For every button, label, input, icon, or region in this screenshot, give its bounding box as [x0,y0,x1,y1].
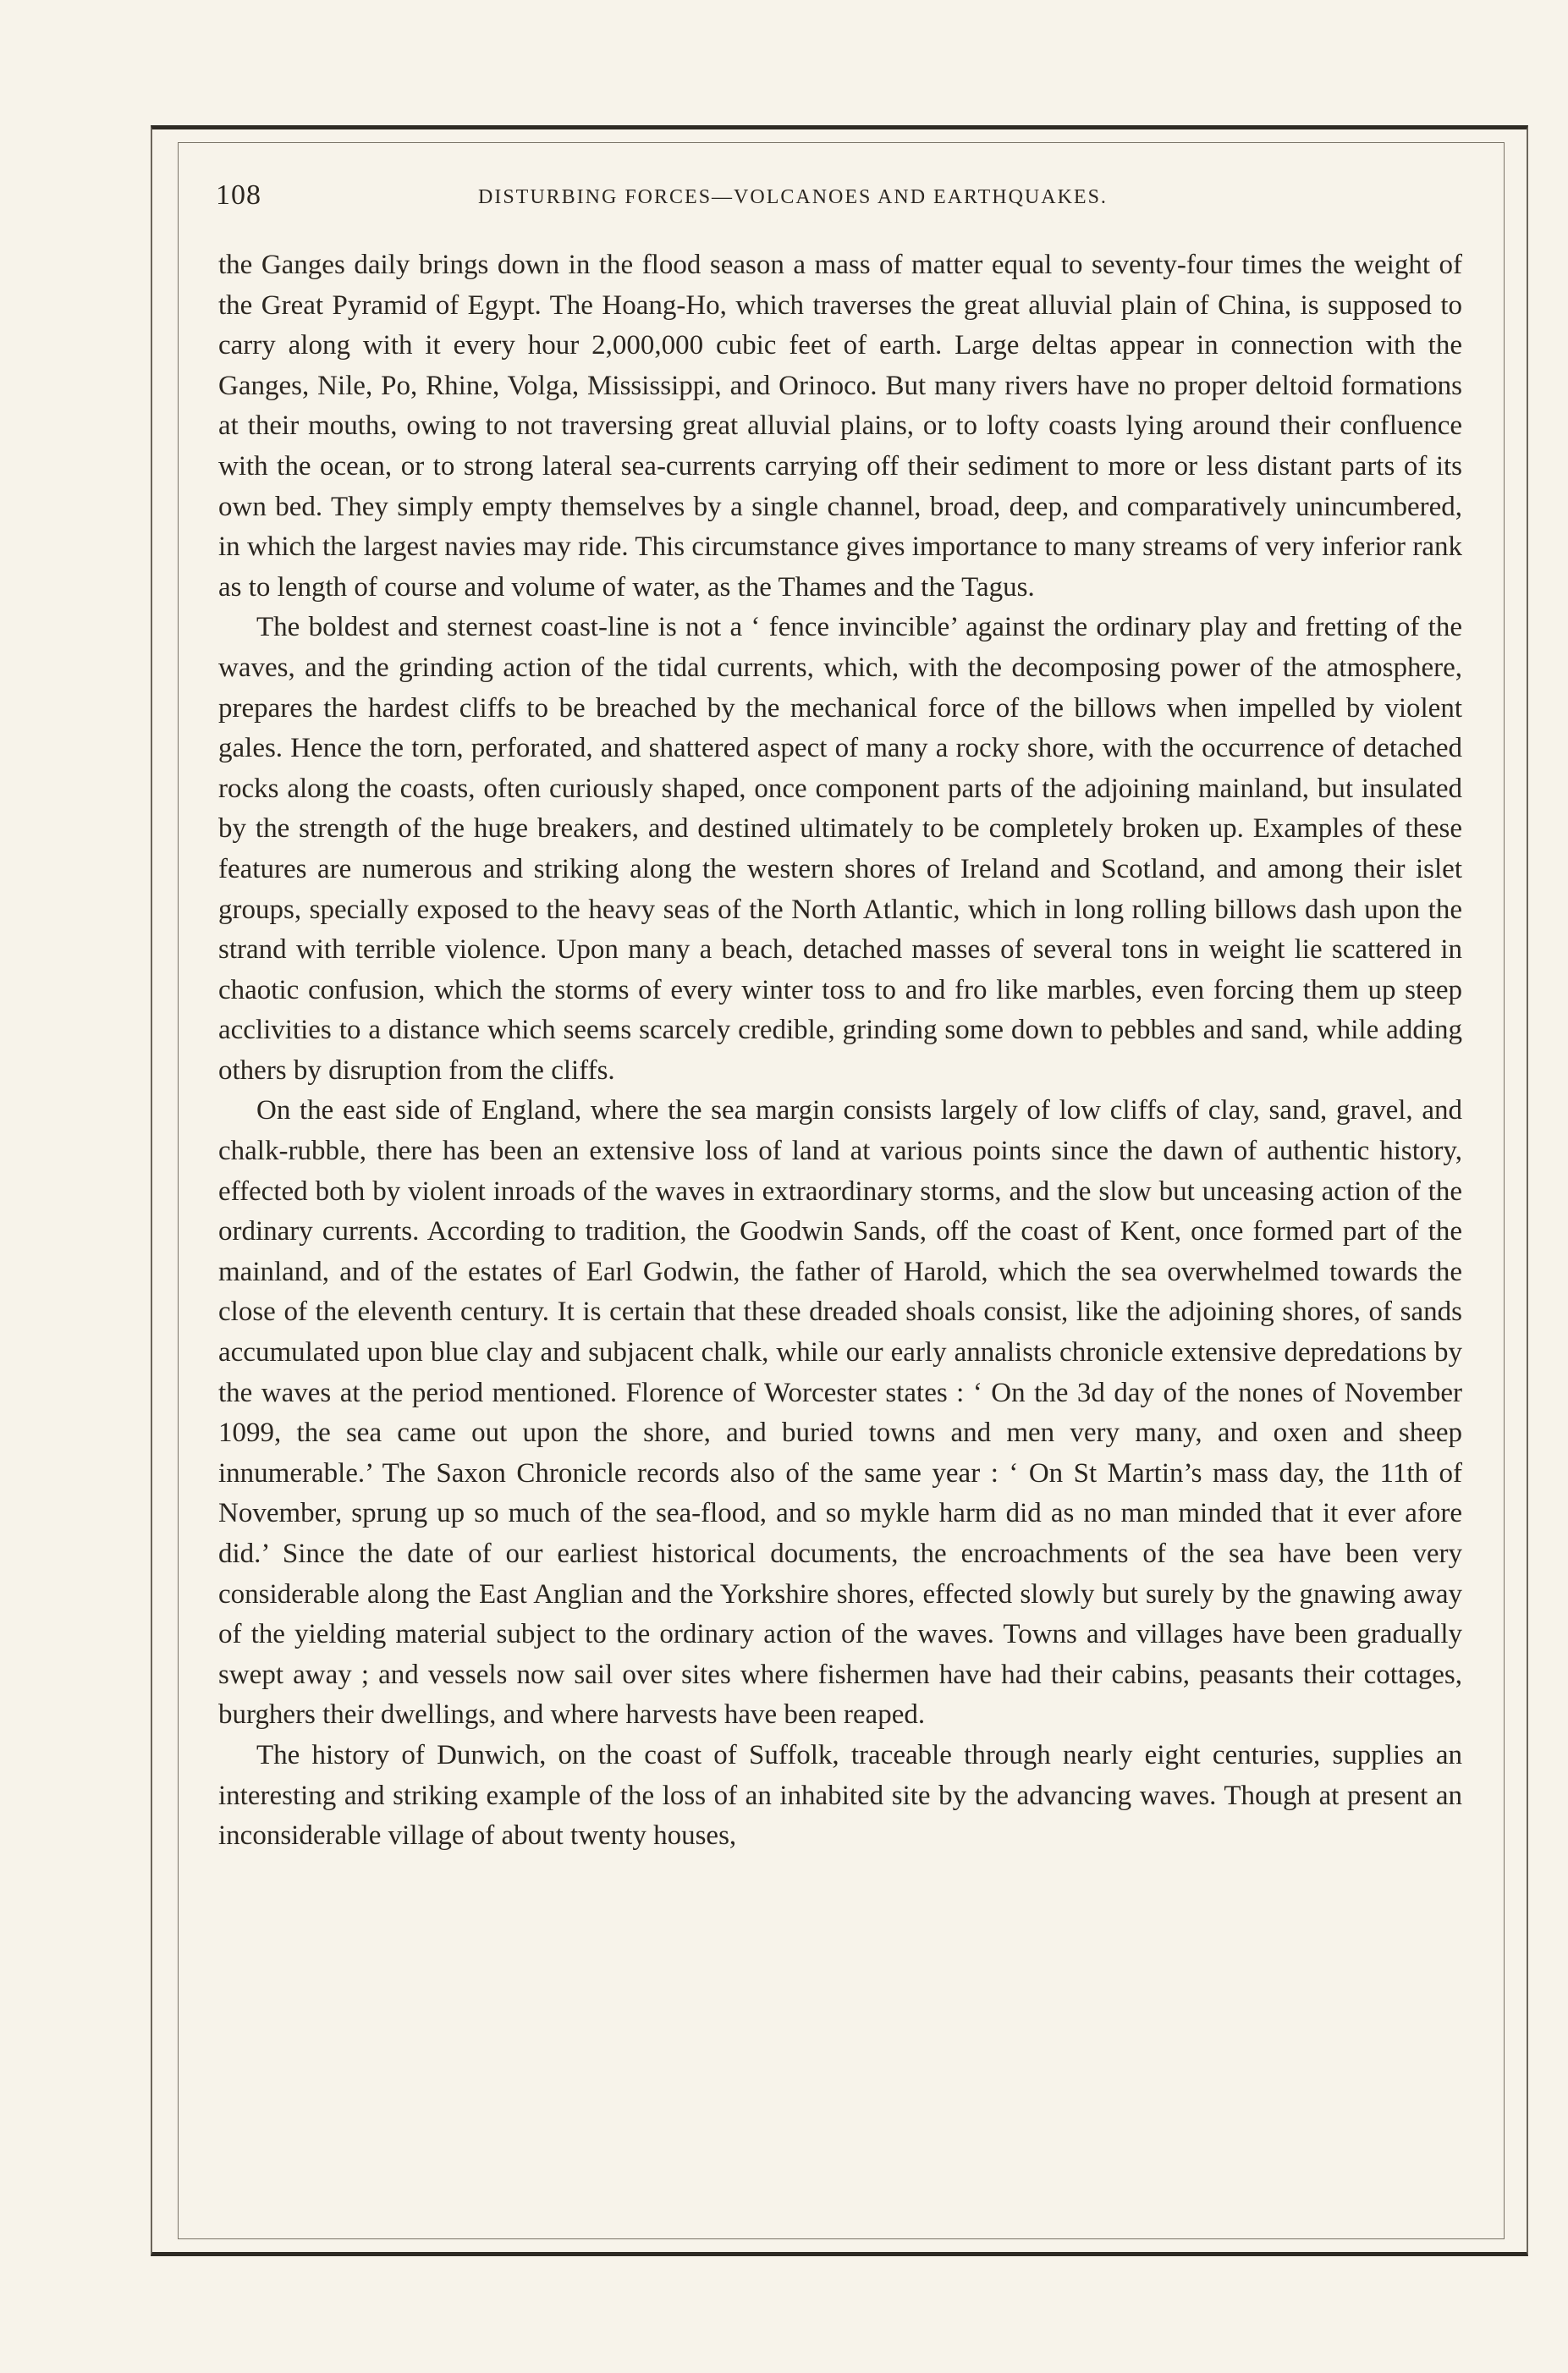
paragraph-east-england: On the east side of England, where the sea margin consists largely of low cliffs of clay, sand, gravel, and chalk-rubble, there has been an extensive loss of land at various points since the dawn of authentic history, effected both by violent inroads of the waves in extraordinary storms, and the slow but unceasing action of the ordinary currents. According to tradition, the Goodwin Sands, off the coast of Kent, once formed part of the mainland, and of the estates of Earl Godwin, the father of Harold, which the sea overwhelmed towards the close of the eleventh century. It is certain that these dreaded shoals consist, like the adjoining shores, of sands accumulated upon blue clay and subjacent chalk, while our early annalists chronicle extensive depredations by the waves at the period mentioned. Florence of Worcester states : ‘ On the 3d day of the nones of November 1099, the sea came out upon the shore, and buried towns and men very many, and oxen and sheep innumerable.’ The Saxon Chronicle records also of the same year : ‘ On St Martin’s mass day, the 11th of November, sprung up so much of the sea-flood, and so mykle harm did as no man minded that it ever afore did.’ Since the date of our earliest historical documents, the encroachments of the sea have been very considerable along the East Anglian and the Yorkshire shores, effected slowly but surely by the gnawing away of the yielding material subject to the ordinary action of the waves. Towns and villages have been gradually swept away ; and vessels now sail over sites where fishermen have had their cabins, peasants their cottages, burghers their dwellings, and where harvests have been reaped. [218,1095,1462,1731]
paragraph-dunwich: The history of Dunwich, on the coast of Suffolk, traceable through nearly eight centuries, supplies an interesting and striking example of the loss of an inhabited site by the advancing waves. Though at present an inconsiderable village of about twenty houses, [218,1739,1462,1852]
paragraph-coastline: The boldest and sternest coast-line is not a ‘ fence invincible’ against the ordinary play and fretting of the waves, and the grinding action of the tidal currents, which, with the decomposing power of the atmosphere, prepares the hardest cliffs to be breached by the mechanical force of the billows when impelled by violent gales. Hence the torn, perforated, and shattered aspect of many a rocky shore, with the occurrence of detached rocks along the coasts, often curiously shaped, once component parts of the adjoining mainland, but insulated by the strength of the huge breakers, and destined ultimately to be completely broken up. Examples of these features are numerous and striking along the western shores of Ireland and Scotland, and among their islet groups, specially exposed to the heavy seas of the North Atlantic, which in long rolling billows dash upon the strand with terrible violence. Upon many a beach, detached masses of several tons in weight lie scattered in chaotic confusion, which the storms of every winter toss to and fro like marbles, even forcing them up steep acclivities to a distance which seems scarcely credible, grinding some down to pebbles and sand, while adding others by disruption from the cliffs. [218,612,1462,1086]
paragraph-continued: the Ganges daily brings down in the flood season a mass of matter equal to seventy-four times the weight of the Great Pyramid of Egypt. The Hoang-Ho, which traverses the great alluvial plain of China, is supposed to carry along with it every hour 2,000,000 cubic feet of earth. Large deltas appear in connection with the Ganges, Nile, Po, Rhine, Volga, Mississippi, and Orinoco. But many rivers have no proper deltoid formations at their mouths, owing to not traversing great alluvial plains, or to lofty coasts lying around their confluence with the ocean, or to strong lateral sea-currents carrying off their sediment to more or less distant parts of its own bed. They simply empty themselves by a single channel, broad, deep, and comparatively unincumbered, in which the largest navies may ride. This circumstance gives importance to many streams of very inferior rank as to length of course and volume of water, as the Thames and the Tagus. [218,250,1462,603]
running-header [216,179,1460,222]
body-text [218,245,1462,1857]
running-title: DISTURBING FORCES—VOLCANOES AND EARTHQUAKES. [478,186,1108,208]
page-number: 108 [216,179,261,211]
